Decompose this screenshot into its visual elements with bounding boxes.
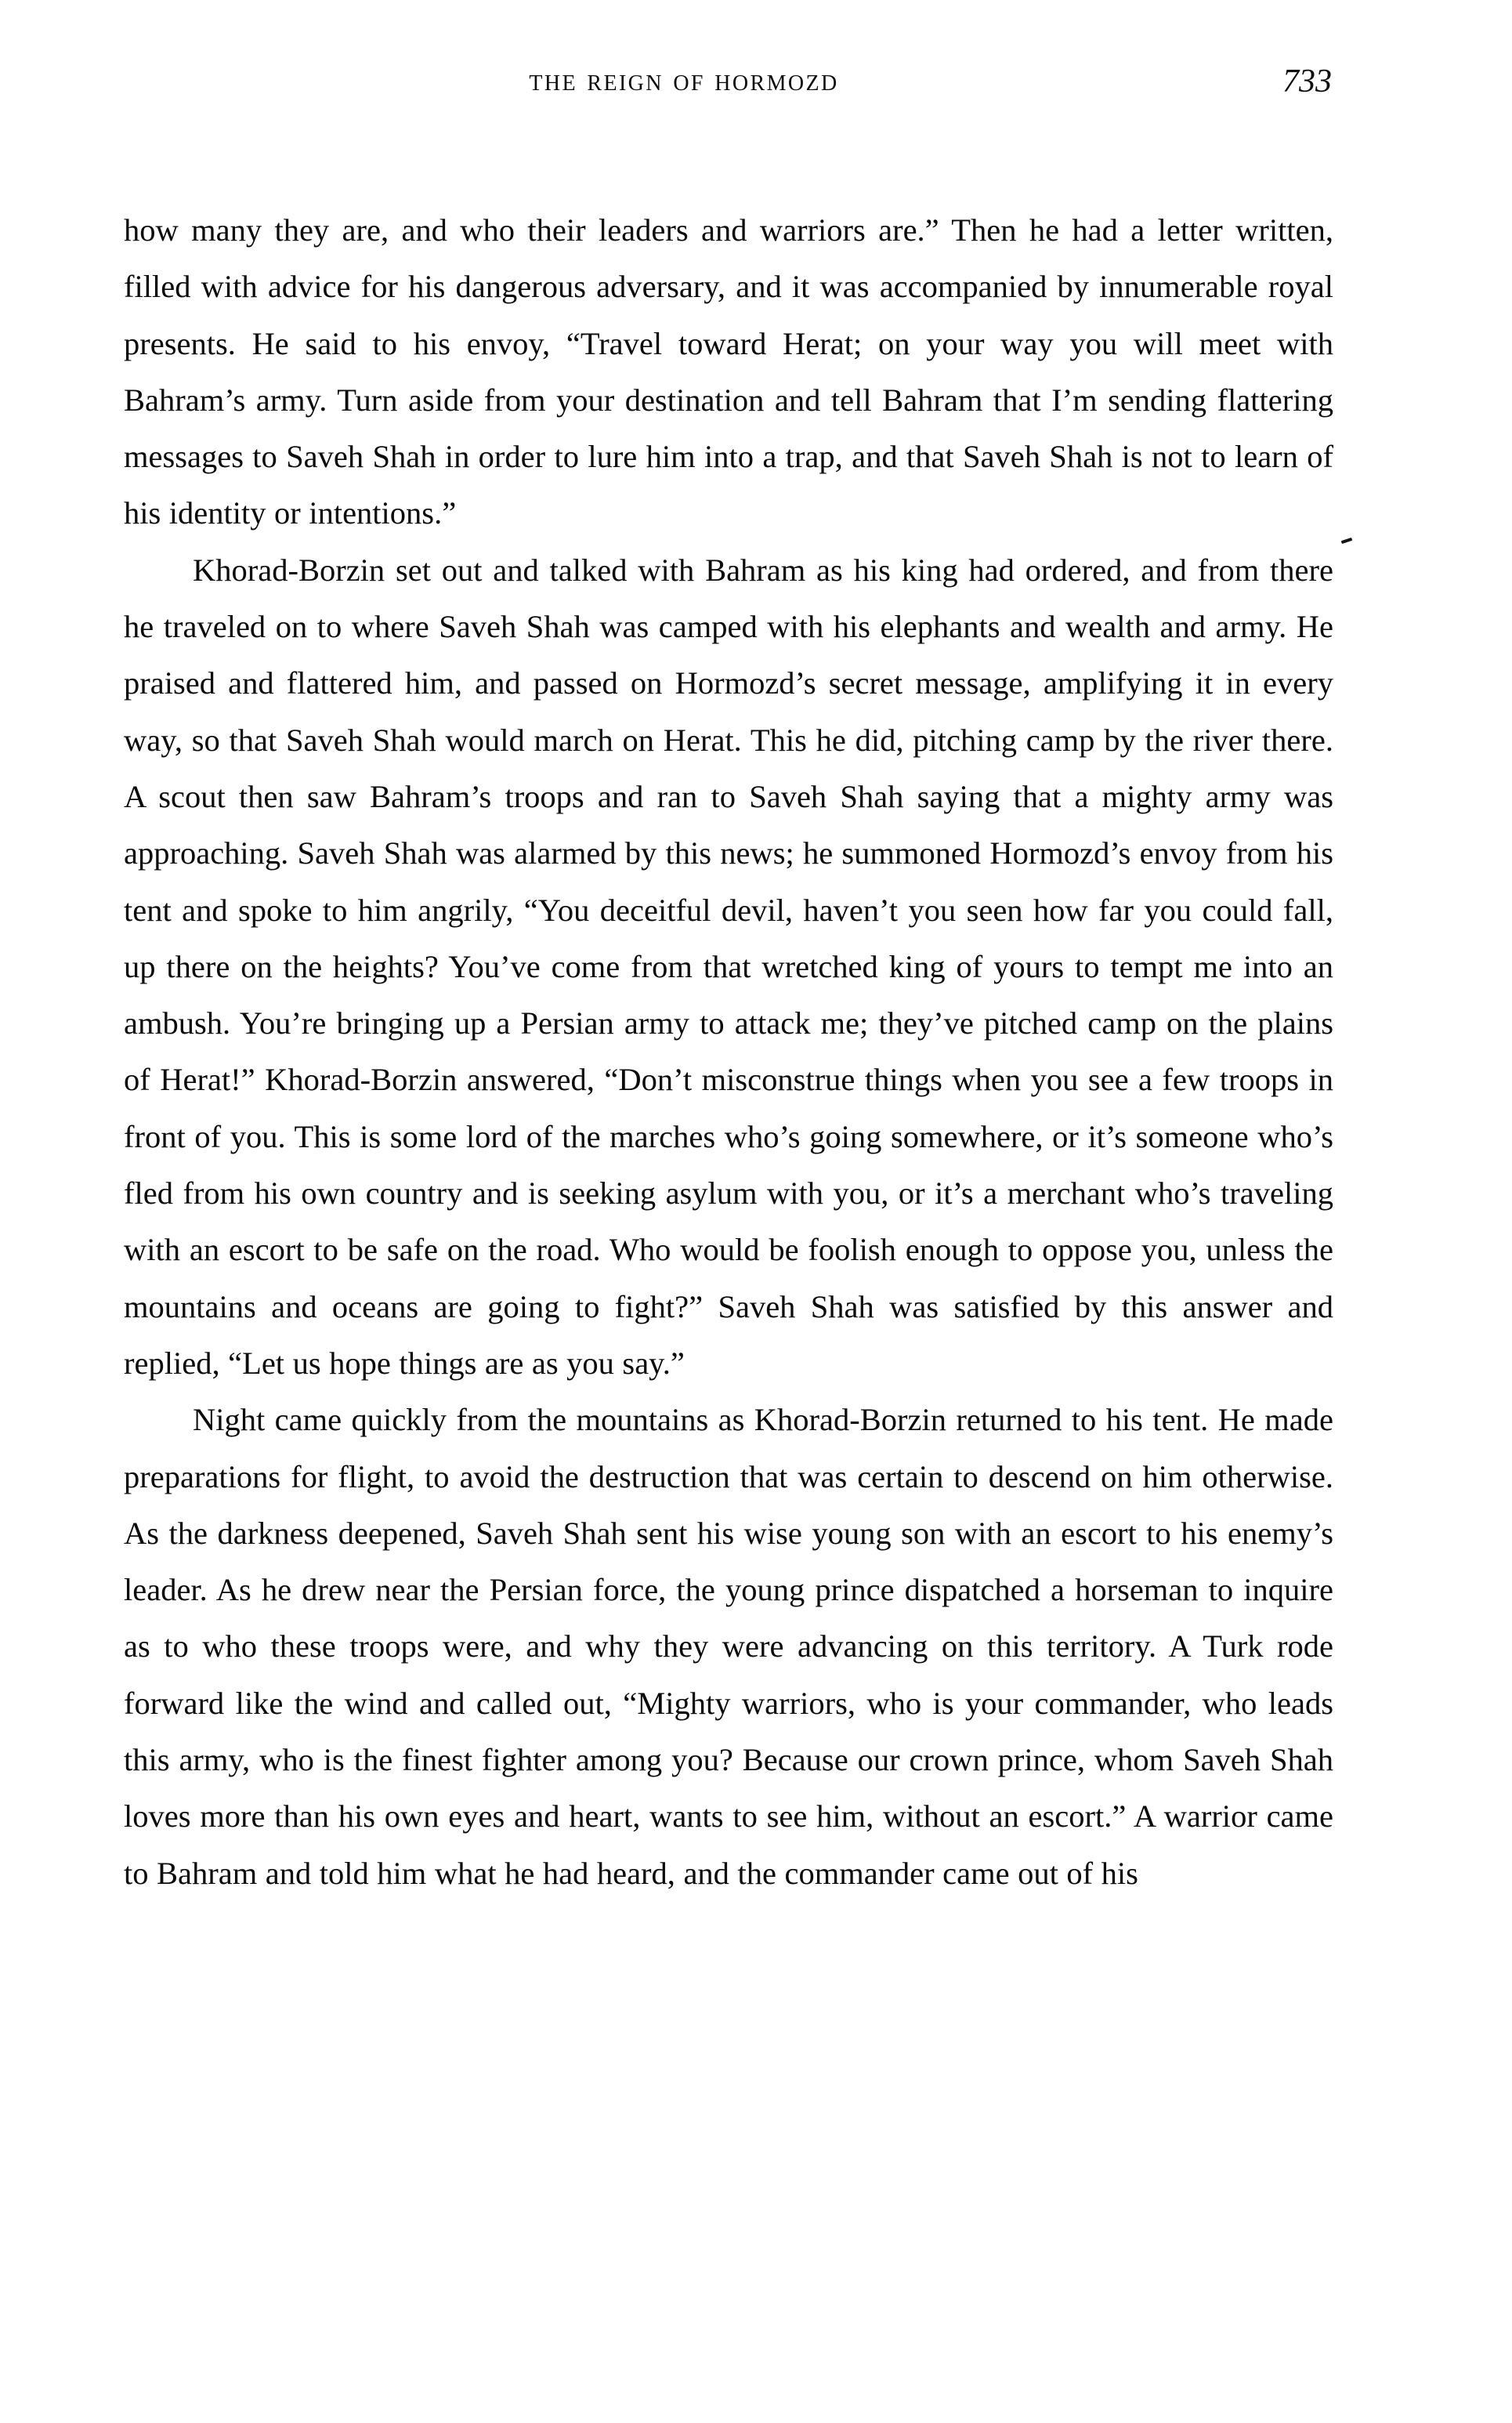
paragraph: Khorad-Borzin set out and talked with Bahram as his king had ordered, and from there he traveled on to where Saveh Shah was camped with his elephants and wealth and army. He praised and flattered him, and passed on Hormozd’s secret message, amplifying it in every way, so that Saveh Shah would march on Herat. This he did, pitching camp by the river there. A scout then saw Bahram’s troops and ran to Saveh Shah saying that a mighty army was approaching. Saveh Shah was alarmed by this news; he summoned Hormozd’s envoy from his tent and spoke to him angrily, “You deceitful devil, haven’t you seen how far you could fall, up there on the heights? You’ve come from that wretched king of yours to tempt me into an ambush. You’re bringing up a Persian army to attack me; they’ve pitched camp on the plains of Herat!” Khorad-Borzin answered, “Don’t misconstrue things when you see a few troops in front of you. This is some lord of the marches who’s going somewhere, or it’s someone who’s fled from his own country and is seeking asylum with you, or it’s a merchant who’s traveling with an escort to be safe on the road. Who would be foolish enough to oppose you, unless the mountains and oceans are going to fight?” Saveh Shah was satisfied by this answer and replied, “Let us hope things are as you say.” (124, 552, 1333, 1381)
paragraph: how many they are, and who their leaders and warriors are.” Then he had a letter written, filled with advice for his dangerous adversary, and it was accompanied by innumerable royal presents. He said to his envoy, “Travel toward Herat; on your way you will meet with Bahram’s army. Turn aside from your destination and tell Bahram that I’m sending flattering messages to Saveh Shah in order to lure him into a trap, and that Saveh Shah is not to learn of his identity or intentions.” (124, 212, 1333, 531)
page-number: 733 (1282, 63, 1332, 100)
paragraph: Night came quickly from the mountains as Khorad-Borzin returned to his tent. He made preparations for flight, to avoid the destruction that was certain to descend on him otherwise. As the darkness deepened, Saveh Shah sent his wise young son with an escort to his enemy’s leader. As he drew near the Persian force, the young prince dispatched a horseman to inquire as to who these troops were, and why they were advancing on this territory. A Turk rode forward like the wind and called out, “Mighty warriors, who is your commander, who leads this army, who is the finest fighter among you? Because our crown prince, whom Saveh Shah loves more than his own eyes and heart, wants to see him, without an escort.” A warrior came to Bahram and told him what he had heard, and the commander came out of his (124, 1402, 1333, 1891)
scan-artifact-mark (1341, 538, 1353, 544)
running-head-title: the reign of hormozd (529, 62, 839, 97)
running-head (124, 61, 1332, 108)
body-text-block (124, 202, 1333, 1902)
